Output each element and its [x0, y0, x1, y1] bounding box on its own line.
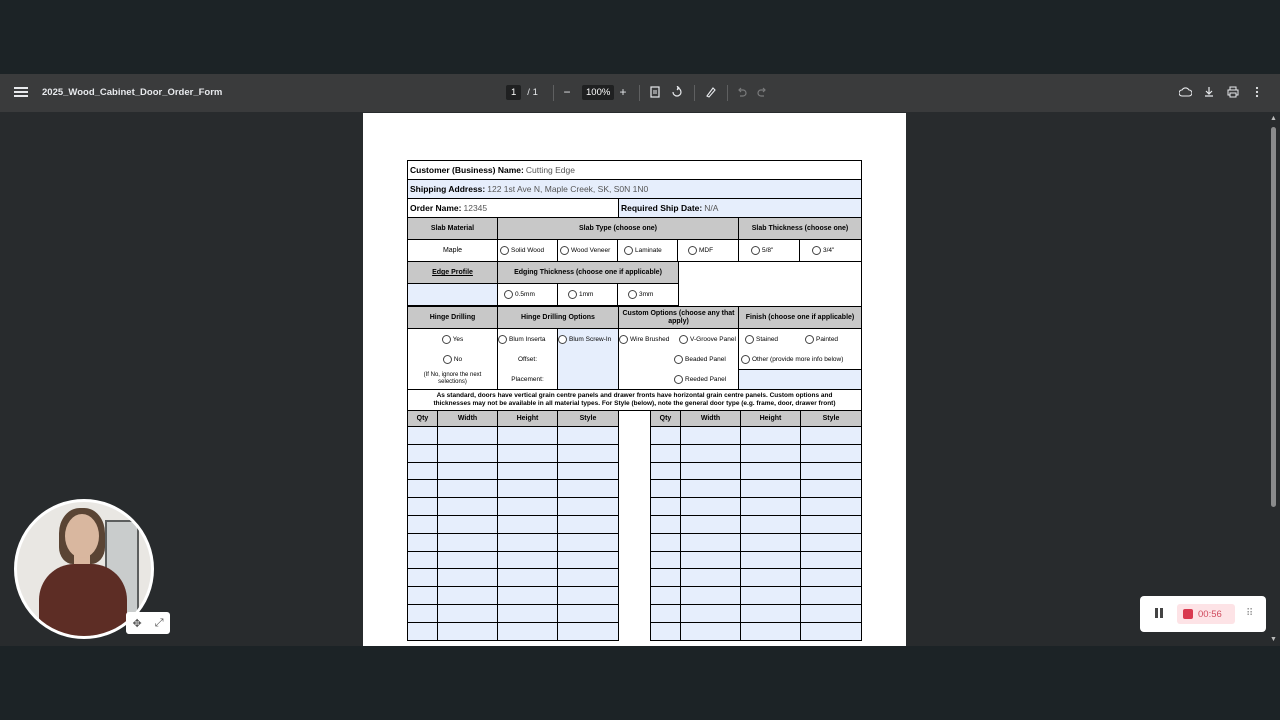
width-cell[interactable] [681, 463, 741, 480]
fit-page-icon[interactable] [647, 84, 663, 100]
custom-options-header: Custom Options (choose any that apply) [619, 307, 739, 328]
width-cell[interactable] [438, 587, 498, 604]
hinge-note: (If No, ignore the next selections) [423, 372, 482, 385]
table-header-row [408, 411, 618, 427]
scrollbar[interactable] [1270, 115, 1278, 643]
order-form [407, 160, 862, 641]
width-cell[interactable] [438, 623, 498, 640]
order-name-field[interactable]: 12345 [463, 203, 488, 213]
shipping-row [407, 180, 862, 199]
note-row [407, 389, 862, 411]
download-icon[interactable] [1201, 84, 1217, 100]
height-cell[interactable] [498, 516, 558, 533]
table-row [651, 569, 861, 587]
radio-button[interactable] [628, 290, 637, 299]
hinge-yes-option[interactable]: Yes [408, 329, 497, 349]
table-row [408, 552, 618, 570]
placement-row [498, 369, 618, 389]
radio-button[interactable] [805, 335, 814, 344]
print-icon[interactable] [1225, 84, 1241, 100]
page-indicator [506, 85, 538, 100]
radio-button[interactable] [560, 246, 569, 255]
presenter-face [65, 514, 99, 558]
height-cell[interactable] [741, 498, 801, 515]
table-row [408, 587, 618, 605]
slab-type-solid-wood[interactable]: Solid Wood [498, 240, 558, 261]
width-cell[interactable] [681, 552, 741, 569]
edge-options-row [407, 284, 679, 306]
slab-options-row [407, 240, 862, 262]
edging-0-5mm[interactable]: 0.5mm [498, 284, 558, 305]
more-options-icon[interactable] [1249, 84, 1265, 100]
radio-button[interactable] [741, 355, 750, 364]
slab-type-laminate[interactable]: Laminate [618, 240, 678, 261]
width-cell[interactable] [681, 445, 741, 462]
style-cell[interactable] [558, 569, 618, 586]
customer-field[interactable]: Cutting Edge [525, 165, 575, 175]
style-cell[interactable] [801, 534, 861, 551]
page-number-input[interactable]: 1 [506, 85, 521, 100]
finish-col [739, 329, 861, 389]
qty-cell[interactable] [651, 480, 681, 497]
expand-icon[interactable]: ⤢ [154, 616, 164, 629]
width-cell[interactable] [438, 605, 498, 622]
qty-cell[interactable] [408, 623, 438, 640]
edge-blank-area [679, 262, 862, 306]
order-table-left [407, 411, 619, 641]
style-cell[interactable] [801, 516, 861, 533]
webcam-controls [126, 612, 170, 634]
edging-1mm[interactable]: 1mm [558, 284, 618, 305]
style-cell[interactable] [558, 534, 618, 551]
width-cell[interactable] [681, 587, 741, 604]
order-table-right [650, 411, 862, 641]
height-cell[interactable] [741, 534, 801, 551]
redo-icon[interactable] [754, 84, 770, 100]
table-header-row [651, 411, 861, 427]
style-cell[interactable] [558, 498, 618, 515]
edge-left [407, 262, 679, 306]
style-cell[interactable] [801, 569, 861, 586]
style-cell[interactable] [801, 427, 861, 444]
edging-3mm[interactable]: 3mm [618, 284, 678, 305]
finish-painted[interactable]: Painted [799, 329, 861, 349]
custom-row-1 [619, 329, 738, 349]
qty-cell[interactable] [651, 498, 681, 515]
height-cell[interactable] [741, 445, 801, 462]
table-row [408, 534, 618, 552]
pause-icon[interactable] [1155, 608, 1163, 618]
move-icon[interactable]: ✥ [132, 617, 142, 630]
height-cell[interactable] [741, 552, 801, 569]
rotate-icon[interactable] [669, 84, 685, 100]
recording-timer: 00:56 [1198, 608, 1222, 620]
custom-wire-brushed[interactable]: Wire Brushed [619, 329, 679, 349]
qty-cell[interactable] [408, 516, 438, 533]
width-header: Width [681, 411, 741, 426]
style-cell[interactable] [801, 623, 861, 640]
radio-button[interactable] [619, 335, 628, 344]
qty-header: Qty [651, 411, 681, 426]
table-row [408, 569, 618, 587]
height-cell[interactable] [741, 480, 801, 497]
offset-field[interactable] [558, 349, 618, 369]
table-row [651, 427, 861, 445]
qty-cell[interactable] [651, 516, 681, 533]
height-cell[interactable] [498, 445, 558, 462]
qty-cell[interactable] [651, 427, 681, 444]
qty-cell[interactable] [651, 534, 681, 551]
width-cell[interactable] [681, 569, 741, 586]
height-cell[interactable] [498, 623, 558, 640]
style-cell[interactable] [558, 623, 618, 640]
width-cell[interactable] [681, 480, 741, 497]
hinge-drilling-header: Hinge Drilling [408, 307, 498, 328]
finish-stained[interactable]: Stained [739, 329, 799, 349]
customer-label: Customer (Business) Name: [410, 165, 524, 175]
edge-block [407, 262, 862, 306]
edge-profile-field[interactable] [408, 284, 498, 305]
edge-profile-header[interactable]: Edge Profile [408, 262, 498, 283]
height-header: Height [741, 411, 801, 426]
height-cell[interactable] [741, 623, 801, 640]
radio-button[interactable] [812, 246, 821, 255]
qty-cell[interactable] [408, 569, 438, 586]
radio-button[interactable] [498, 335, 507, 344]
width-cell[interactable] [438, 498, 498, 515]
slab-material-field[interactable]: Maple [408, 240, 498, 261]
placement-label: Placement: [498, 369, 558, 389]
radio-button[interactable] [500, 246, 509, 255]
width-cell[interactable] [681, 498, 741, 515]
height-cell[interactable] [498, 534, 558, 551]
table-row [408, 516, 618, 534]
finish-header: Finish (choose one if applicable) [739, 307, 861, 328]
toolbar-divider [727, 85, 728, 101]
height-cell[interactable] [498, 480, 558, 497]
toolbar-divider [553, 85, 554, 101]
offset-row [498, 349, 618, 369]
qty-cell[interactable] [408, 605, 438, 622]
style-cell[interactable] [558, 587, 618, 604]
style-header: Style [579, 415, 597, 422]
scroll-up-icon[interactable]: ▲ [1270, 115, 1277, 122]
width-cell[interactable] [438, 445, 498, 462]
slab-type-mdf[interactable]: MDF [678, 240, 739, 261]
table-row [408, 605, 618, 623]
width-cell[interactable] [438, 516, 498, 533]
style-cell[interactable] [558, 480, 618, 497]
drag-handle-icon[interactable]: ⠿ [1246, 608, 1254, 619]
qty-cell[interactable] [651, 605, 681, 622]
width-cell[interactable] [681, 623, 741, 640]
width-cell[interactable] [681, 427, 741, 444]
style-cell[interactable] [801, 587, 861, 604]
slab-thickness-5-8[interactable]: 5/8" [739, 240, 800, 261]
qty-cell[interactable] [408, 552, 438, 569]
height-cell[interactable] [741, 463, 801, 480]
custom-reeded[interactable]: Reeded Panel [619, 369, 738, 389]
qty-cell[interactable] [408, 445, 438, 462]
style-cell[interactable] [801, 480, 861, 497]
height-cell[interactable] [498, 569, 558, 586]
customer-row [407, 160, 862, 180]
table-row [651, 480, 861, 498]
save-drive-icon[interactable] [1177, 84, 1193, 100]
width-cell[interactable] [681, 516, 741, 533]
annotate-icon[interactable] [703, 84, 719, 100]
radio-button[interactable] [679, 335, 688, 344]
height-cell[interactable] [498, 463, 558, 480]
hinge-drilling-col [408, 329, 498, 389]
table-body [408, 427, 618, 641]
qty-cell[interactable] [408, 427, 438, 444]
bottom-band [0, 646, 1280, 720]
height-cell[interactable] [498, 605, 558, 622]
width-cell[interactable] [438, 569, 498, 586]
stop-icon [1183, 609, 1193, 619]
radio-button[interactable] [442, 335, 451, 344]
blum-row [498, 329, 618, 349]
table-body [651, 427, 861, 641]
zoom-level-input[interactable]: 100% [582, 85, 614, 100]
table-row [408, 427, 618, 445]
radio-button[interactable] [624, 246, 633, 255]
blum-inserta-option[interactable]: Blum Inserta [498, 329, 558, 349]
style-cell[interactable] [801, 605, 861, 622]
height-cell[interactable] [741, 605, 801, 622]
table-row [651, 552, 861, 570]
custom-beaded[interactable]: Beaded Panel [619, 349, 738, 369]
toolbar-divider [639, 85, 640, 101]
radio-button[interactable] [558, 335, 567, 344]
height-cell[interactable] [741, 569, 801, 586]
custom-options-col [619, 329, 739, 389]
table-row [408, 463, 618, 481]
style-cell[interactable] [558, 552, 618, 569]
slab-type-wood-veneer[interactable]: Wood Veneer [558, 240, 618, 261]
table-row [651, 623, 861, 641]
height-cell[interactable] [498, 587, 558, 604]
qty-cell[interactable] [651, 445, 681, 462]
radio-button[interactable] [751, 246, 760, 255]
recording-widget [1140, 596, 1266, 632]
pdf-toolbar [0, 74, 1280, 112]
qty-cell[interactable] [408, 498, 438, 515]
style-cell[interactable] [558, 516, 618, 533]
style-header: Style [822, 415, 840, 422]
style-cell[interactable] [801, 552, 861, 569]
height-header: Height [498, 411, 558, 426]
qty-cell[interactable] [408, 463, 438, 480]
slab-header-row [407, 218, 862, 240]
height-cell[interactable] [741, 427, 801, 444]
ship-date-label: Required Ship Date: [621, 203, 703, 213]
menu-icon[interactable] [14, 85, 28, 99]
table-gap [619, 411, 650, 641]
width-cell[interactable] [438, 534, 498, 551]
presenter-body [39, 564, 127, 639]
table-row [408, 445, 618, 463]
table-row [651, 534, 861, 552]
qty-cell[interactable] [408, 587, 438, 604]
qty-cell[interactable] [408, 480, 438, 497]
height-cell[interactable] [741, 516, 801, 533]
scroll-thumb[interactable] [1271, 127, 1276, 507]
table-row [651, 463, 861, 481]
shipping-field[interactable]: 122 1st Ave N, Maple Creek, SK, S0N 1N0 [487, 184, 649, 194]
top-band [0, 0, 1280, 74]
width-cell[interactable] [681, 605, 741, 622]
height-cell[interactable] [498, 427, 558, 444]
qty-cell[interactable] [408, 534, 438, 551]
stop-recording-button[interactable] [1177, 604, 1235, 624]
width-header: Width [438, 411, 498, 426]
table-row [651, 587, 861, 605]
finish-other[interactable]: Other (provide more info below) [739, 349, 861, 369]
radio-button[interactable] [504, 290, 513, 299]
slab-type-header: Slab Type (choose one) [498, 218, 739, 239]
style-cell[interactable] [558, 605, 618, 622]
radio-button[interactable] [674, 375, 683, 384]
table-row [651, 445, 861, 463]
finish-other-field[interactable] [739, 369, 861, 389]
style-cell[interactable] [801, 463, 861, 480]
width-cell[interactable] [681, 534, 741, 551]
style-cell[interactable] [558, 427, 618, 444]
toolbar-divider [694, 85, 695, 101]
style-cell[interactable] [801, 445, 861, 462]
table-row [408, 480, 618, 498]
height-cell[interactable] [741, 587, 801, 604]
order-tables [407, 411, 862, 641]
hinge-header-row [407, 306, 862, 329]
zoom-out-button[interactable]: − [563, 85, 571, 99]
table-row [408, 498, 618, 516]
hinge-options-col [498, 329, 619, 389]
width-cell[interactable] [438, 480, 498, 497]
radio-button[interactable] [568, 290, 577, 299]
slab-thickness-header: Slab Thickness (choose one) [739, 218, 861, 239]
placement-field[interactable] [558, 369, 618, 389]
hinge-options-header: Hinge Drilling Options [498, 307, 619, 328]
width-cell[interactable] [438, 427, 498, 444]
height-cell[interactable] [498, 552, 558, 569]
order-name-label: Order Name: [410, 203, 462, 213]
blum-screw-option[interactable]: Blum Screw-In [558, 329, 618, 349]
scroll-down-icon[interactable]: ▼ [1270, 636, 1277, 643]
ship-date-field[interactable]: N/A [704, 203, 719, 213]
qty-cell[interactable] [651, 552, 681, 569]
order-row [407, 199, 862, 218]
qty-cell[interactable] [651, 587, 681, 604]
hinge-options-block [407, 329, 862, 389]
edge-header-row [407, 262, 679, 284]
slab-thickness-3-4[interactable]: 3/4" [800, 240, 861, 261]
hinge-no-option[interactable]: No [408, 349, 497, 369]
style-cell[interactable] [558, 445, 618, 462]
style-cell[interactable] [558, 463, 618, 480]
shipping-label: Shipping Address: [410, 184, 486, 194]
style-cell[interactable] [801, 498, 861, 515]
custom-v-groove[interactable]: V-Groove Panel [679, 329, 738, 349]
qty-cell[interactable] [651, 569, 681, 586]
width-cell[interactable] [438, 552, 498, 569]
table-row [651, 516, 861, 534]
height-cell[interactable] [498, 498, 558, 515]
table-row [651, 605, 861, 623]
document-title: 2025_Wood_Cabinet_Door_Order_Form [42, 87, 223, 98]
table-row [651, 498, 861, 516]
edging-thickness-header: Edging Thickness (choose one if applicable) [498, 262, 678, 283]
qty-header: Qty [408, 411, 438, 426]
radio-button[interactable] [745, 335, 754, 344]
pdf-page [363, 113, 906, 646]
radio-button[interactable] [443, 355, 452, 364]
radio-button[interactable] [674, 355, 683, 364]
slab-material-header: Slab Material [408, 218, 498, 239]
table-row [408, 623, 618, 641]
qty-cell[interactable] [651, 623, 681, 640]
qty-cell[interactable] [651, 463, 681, 480]
finish-row-1 [739, 329, 861, 349]
radio-button[interactable] [688, 246, 697, 255]
zoom-in-button[interactable]: + [619, 85, 627, 99]
width-cell[interactable] [438, 463, 498, 480]
form-note: As standard, doors have vertical grain centre panels and drawer fronts have horizontal grain centre panels. Custom options and thicknesses may not be available in all material types. For Style (below), note the general door type (e.g. frame, door, drawer front) [433, 392, 836, 407]
offset-label: Offset: [498, 349, 558, 369]
undo-icon[interactable] [733, 84, 749, 100]
page-total: / 1 [527, 87, 538, 98]
